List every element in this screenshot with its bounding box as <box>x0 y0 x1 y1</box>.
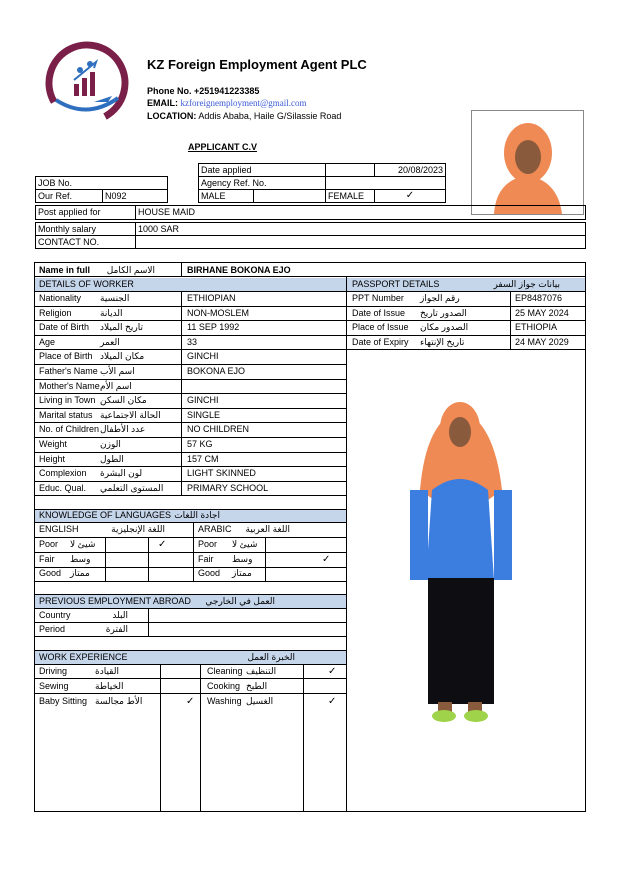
details-col-divider <box>181 291 182 496</box>
passport-label-ar: الصدور مكان <box>420 322 469 333</box>
lang-en-level: Fair <box>39 553 55 564</box>
exp-right-label: Cleaning <box>207 666 243 676</box>
email-line <box>147 97 307 110</box>
languages-header-label: KNOWLEDGE OF LANGUAGES <box>39 510 172 520</box>
detail-label: Religion <box>39 307 72 318</box>
male-mark <box>253 189 326 203</box>
full-body-photo <box>348 350 584 810</box>
passport-label: Date of Issue <box>352 307 406 318</box>
exp-right-label-ar: التنظيف <box>246 666 277 676</box>
detail-value: 157 CM <box>187 453 219 464</box>
our-ref-label: Our Ref. <box>35 189 103 203</box>
agency-ref-label: Agency Ref. No. <box>198 176 326 190</box>
phone-number: +251941223385 <box>194 86 260 96</box>
languages-header-ar: اجادة اللغات <box>174 510 220 520</box>
lang-mid-divider <box>193 522 194 581</box>
prev-mid-line <box>35 622 346 623</box>
detail-label: Age <box>39 336 56 347</box>
detail-value: NO CHILDREN <box>187 424 250 435</box>
detail-label-ar: تاريخ الميلاد <box>100 322 143 333</box>
date-applied-label: Date applied <box>198 163 326 177</box>
date-applied-value: 20/08/2023 <box>374 163 446 177</box>
arabic-label: ARABIC <box>198 524 232 534</box>
salary-value: 1000 SAR <box>135 222 586 236</box>
location-value: Addis Ababa, Haile G/Silassie Road <box>198 111 342 121</box>
detail-label-ar: مكان الميلاد <box>100 351 145 362</box>
lang-en-level-ar: شيئ لا <box>70 539 96 549</box>
detail-label-ar: الوزن <box>100 439 121 449</box>
detail-label: Father's Name <box>39 366 98 376</box>
detail-label: Mother's Name <box>39 380 100 391</box>
exp-left-label-ar: القيادة <box>95 666 119 676</box>
female-label: FEMALE <box>325 189 375 203</box>
full-body-figure <box>348 350 584 810</box>
details-header-label: DETAILS OF WORKER <box>39 279 134 289</box>
contact-value <box>135 235 586 249</box>
detail-value: PRIMARY SCHOOL <box>187 482 269 493</box>
exp-right-mark: ✓ <box>328 696 337 707</box>
detail-label-ar: الحالة الاجتماعية <box>100 409 161 420</box>
english-label-ar: اللغة الإنجليزية <box>111 524 165 534</box>
company-logo <box>44 40 130 126</box>
arabic-label-ar: اللغة العربية <box>245 524 290 534</box>
passport-label-ar: رقم الجواز <box>420 293 460 303</box>
lang-en-level-ar: وسط <box>70 553 91 564</box>
location-line <box>147 110 341 123</box>
exp-left-mark: ✓ <box>186 696 195 707</box>
country-label: Country <box>39 610 71 620</box>
detail-label: Height <box>39 453 66 464</box>
exp-line-2 <box>35 693 346 694</box>
passport-label: Place of Issue <box>352 322 409 333</box>
prev-bottom-line <box>35 636 346 637</box>
exp-left-label: Sewing <box>39 681 69 691</box>
detail-label-ar: اسم الأب <box>100 366 135 376</box>
name-value: BIRHANE BOKONA EJO <box>187 265 291 275</box>
post-value: HOUSE MAID <box>135 205 586 220</box>
english-label: ENGLISH <box>39 524 79 534</box>
passport-label-ar: تاريخ الإنتهاء <box>420 336 465 347</box>
exp-right-label: Washing <box>207 696 242 706</box>
passport-label: Date of Expiry <box>352 336 409 347</box>
detail-value: 33 <box>187 336 198 347</box>
detail-label-ar: الديانة <box>100 307 123 318</box>
exp-left-label: Driving <box>39 666 68 676</box>
detail-value: NON-MOSLEM <box>187 307 250 318</box>
detail-label: Nationality <box>39 293 82 303</box>
passport-value: 25 MAY 2024 <box>515 307 569 318</box>
detail-label: Educ. Qual. <box>39 482 87 493</box>
lang-ar-level: Good <box>198 568 221 578</box>
exp-mid-divider <box>200 664 201 812</box>
exp-left-label: Baby Sitting <box>39 696 88 706</box>
lang-ar-level: Poor <box>198 539 218 549</box>
name-label: Name in full <box>39 265 91 275</box>
experience-header-label: WORK EXPERIENCE <box>39 652 128 662</box>
detail-label: Weight <box>39 439 67 449</box>
exp-left-mark-divider <box>160 664 161 812</box>
exp-line-1 <box>35 678 346 679</box>
passport-label: PPT Number <box>352 293 404 303</box>
detail-value: GINCHI <box>187 351 219 362</box>
exp-right-label: Cooking <box>207 681 241 691</box>
passport-header-label: PASSPORT DETAILS <box>352 279 440 289</box>
lang-ar-level-ar: ممتاز <box>232 568 252 578</box>
lang-en-mark: ✓ <box>158 539 167 550</box>
detail-value: LIGHT SKINNED <box>187 468 256 479</box>
post-label: Post applied for <box>35 205 136 220</box>
exp-right-label-ar: الغسيل <box>246 696 274 706</box>
detail-value: ETHIOPIAN <box>187 293 236 303</box>
agency-ref-value <box>325 176 446 190</box>
portrait-photo <box>472 111 583 214</box>
period-label: Period <box>39 624 66 634</box>
exp-right-mark-divider <box>303 664 304 812</box>
detail-label: No. of Children <box>39 424 100 435</box>
detail-value: GINCHI <box>187 395 219 406</box>
lang-ar-mark-divider <box>265 537 266 581</box>
detail-label: Marital status <box>39 409 93 420</box>
lang-en-level: Poor <box>39 539 59 549</box>
detail-label-ar: الجنسية <box>100 293 130 303</box>
lang-en-level: Good <box>39 568 62 578</box>
email-address[interactable]: kzforeignemployment@gmail.com <box>180 98 307 108</box>
location-label: LOCATION: <box>147 111 197 121</box>
detail-label: Date of Birth <box>39 322 90 333</box>
detail-label: Living in Town <box>39 395 96 406</box>
name-label-ar: الاسم الكامل <box>106 265 155 275</box>
detail-label-ar: لون البشرة <box>100 468 143 479</box>
lang-ar-level-ar: وسط <box>232 553 253 564</box>
detail-label: Place of Birth <box>39 351 93 362</box>
passport-header-ar: بيانات جواز السفر <box>493 279 560 289</box>
detail-value: SINGLE <box>187 409 221 420</box>
detail-label-ar: العمر <box>100 336 120 347</box>
country-label-ar: البلد <box>112 610 128 620</box>
detail-value: 11 SEP 1992 <box>187 322 240 333</box>
male-label: MALE <box>198 189 254 203</box>
main-divider <box>346 277 347 812</box>
lang-en-level-ar: ممتاز <box>70 568 90 578</box>
experience-header-ar: الخبرة العمل <box>247 652 295 662</box>
detail-label-ar: عدد الأطفال <box>100 424 146 435</box>
exp-right-label-ar: الطبخ <box>246 681 268 691</box>
prev-col-divider <box>148 608 149 637</box>
salary-label: Monthly salary <box>35 222 136 236</box>
job-no-label: JOB No. <box>35 176 168 190</box>
portrait-photo-frame <box>471 110 584 215</box>
detail-label-ar: الطول <box>100 453 124 464</box>
our-ref-value: N092 <box>102 189 168 203</box>
exp-left-label-ar: الخياطة <box>95 681 124 691</box>
lang-ar-level: Fair <box>198 553 214 564</box>
page-title: APPLICANT C.V <box>188 142 258 152</box>
exp-right-mark: ✓ <box>328 666 337 677</box>
detail-value: BOKONA EJO <box>187 366 246 376</box>
lang-ar-mark: ✓ <box>322 553 331 565</box>
company-name: KZ Foreign Employment Agent PLC <box>147 57 367 72</box>
exp-left-label-ar: الأط مجالسة <box>95 696 143 706</box>
previous-header-ar: العمل في الخارجي <box>205 596 275 606</box>
email-label: EMAIL: <box>147 98 178 108</box>
lang-ar-level-ar: شيئ لا <box>232 539 258 549</box>
detail-value: 57 KG <box>187 439 213 449</box>
female-mark: ✓ <box>374 189 446 203</box>
detail-label-ar: مكان السكن <box>100 395 147 406</box>
phone-label: Phone No. <box>147 86 192 96</box>
previous-header-label: PREVIOUS EMPLOYMENT ABROAD <box>39 596 191 606</box>
passport-label-ar: الصدور تاريخ <box>420 307 467 318</box>
detail-label-ar: المستوى التعلمي <box>100 482 164 493</box>
passport-value: ETHIOPIA <box>515 322 558 333</box>
passport-col-divider <box>510 291 511 349</box>
detail-row-line <box>35 495 346 496</box>
detail-label: Complexion <box>39 468 87 479</box>
lang-bottom-line <box>35 581 346 582</box>
passport-value: EP8487076 <box>515 293 563 303</box>
period-label-ar: الفترة <box>105 624 128 634</box>
date-applied-spacer <box>325 163 375 177</box>
contact-label: CONTACT NO. <box>35 235 136 249</box>
lang-en-mark-divider-a <box>105 537 106 581</box>
name-divider <box>181 263 182 277</box>
passport-value: 24 MAY 2029 <box>515 336 569 347</box>
detail-label-ar: اسم الأم <box>100 380 132 391</box>
lang-en-mark-divider-b <box>148 537 149 581</box>
phone-line <box>147 85 259 98</box>
